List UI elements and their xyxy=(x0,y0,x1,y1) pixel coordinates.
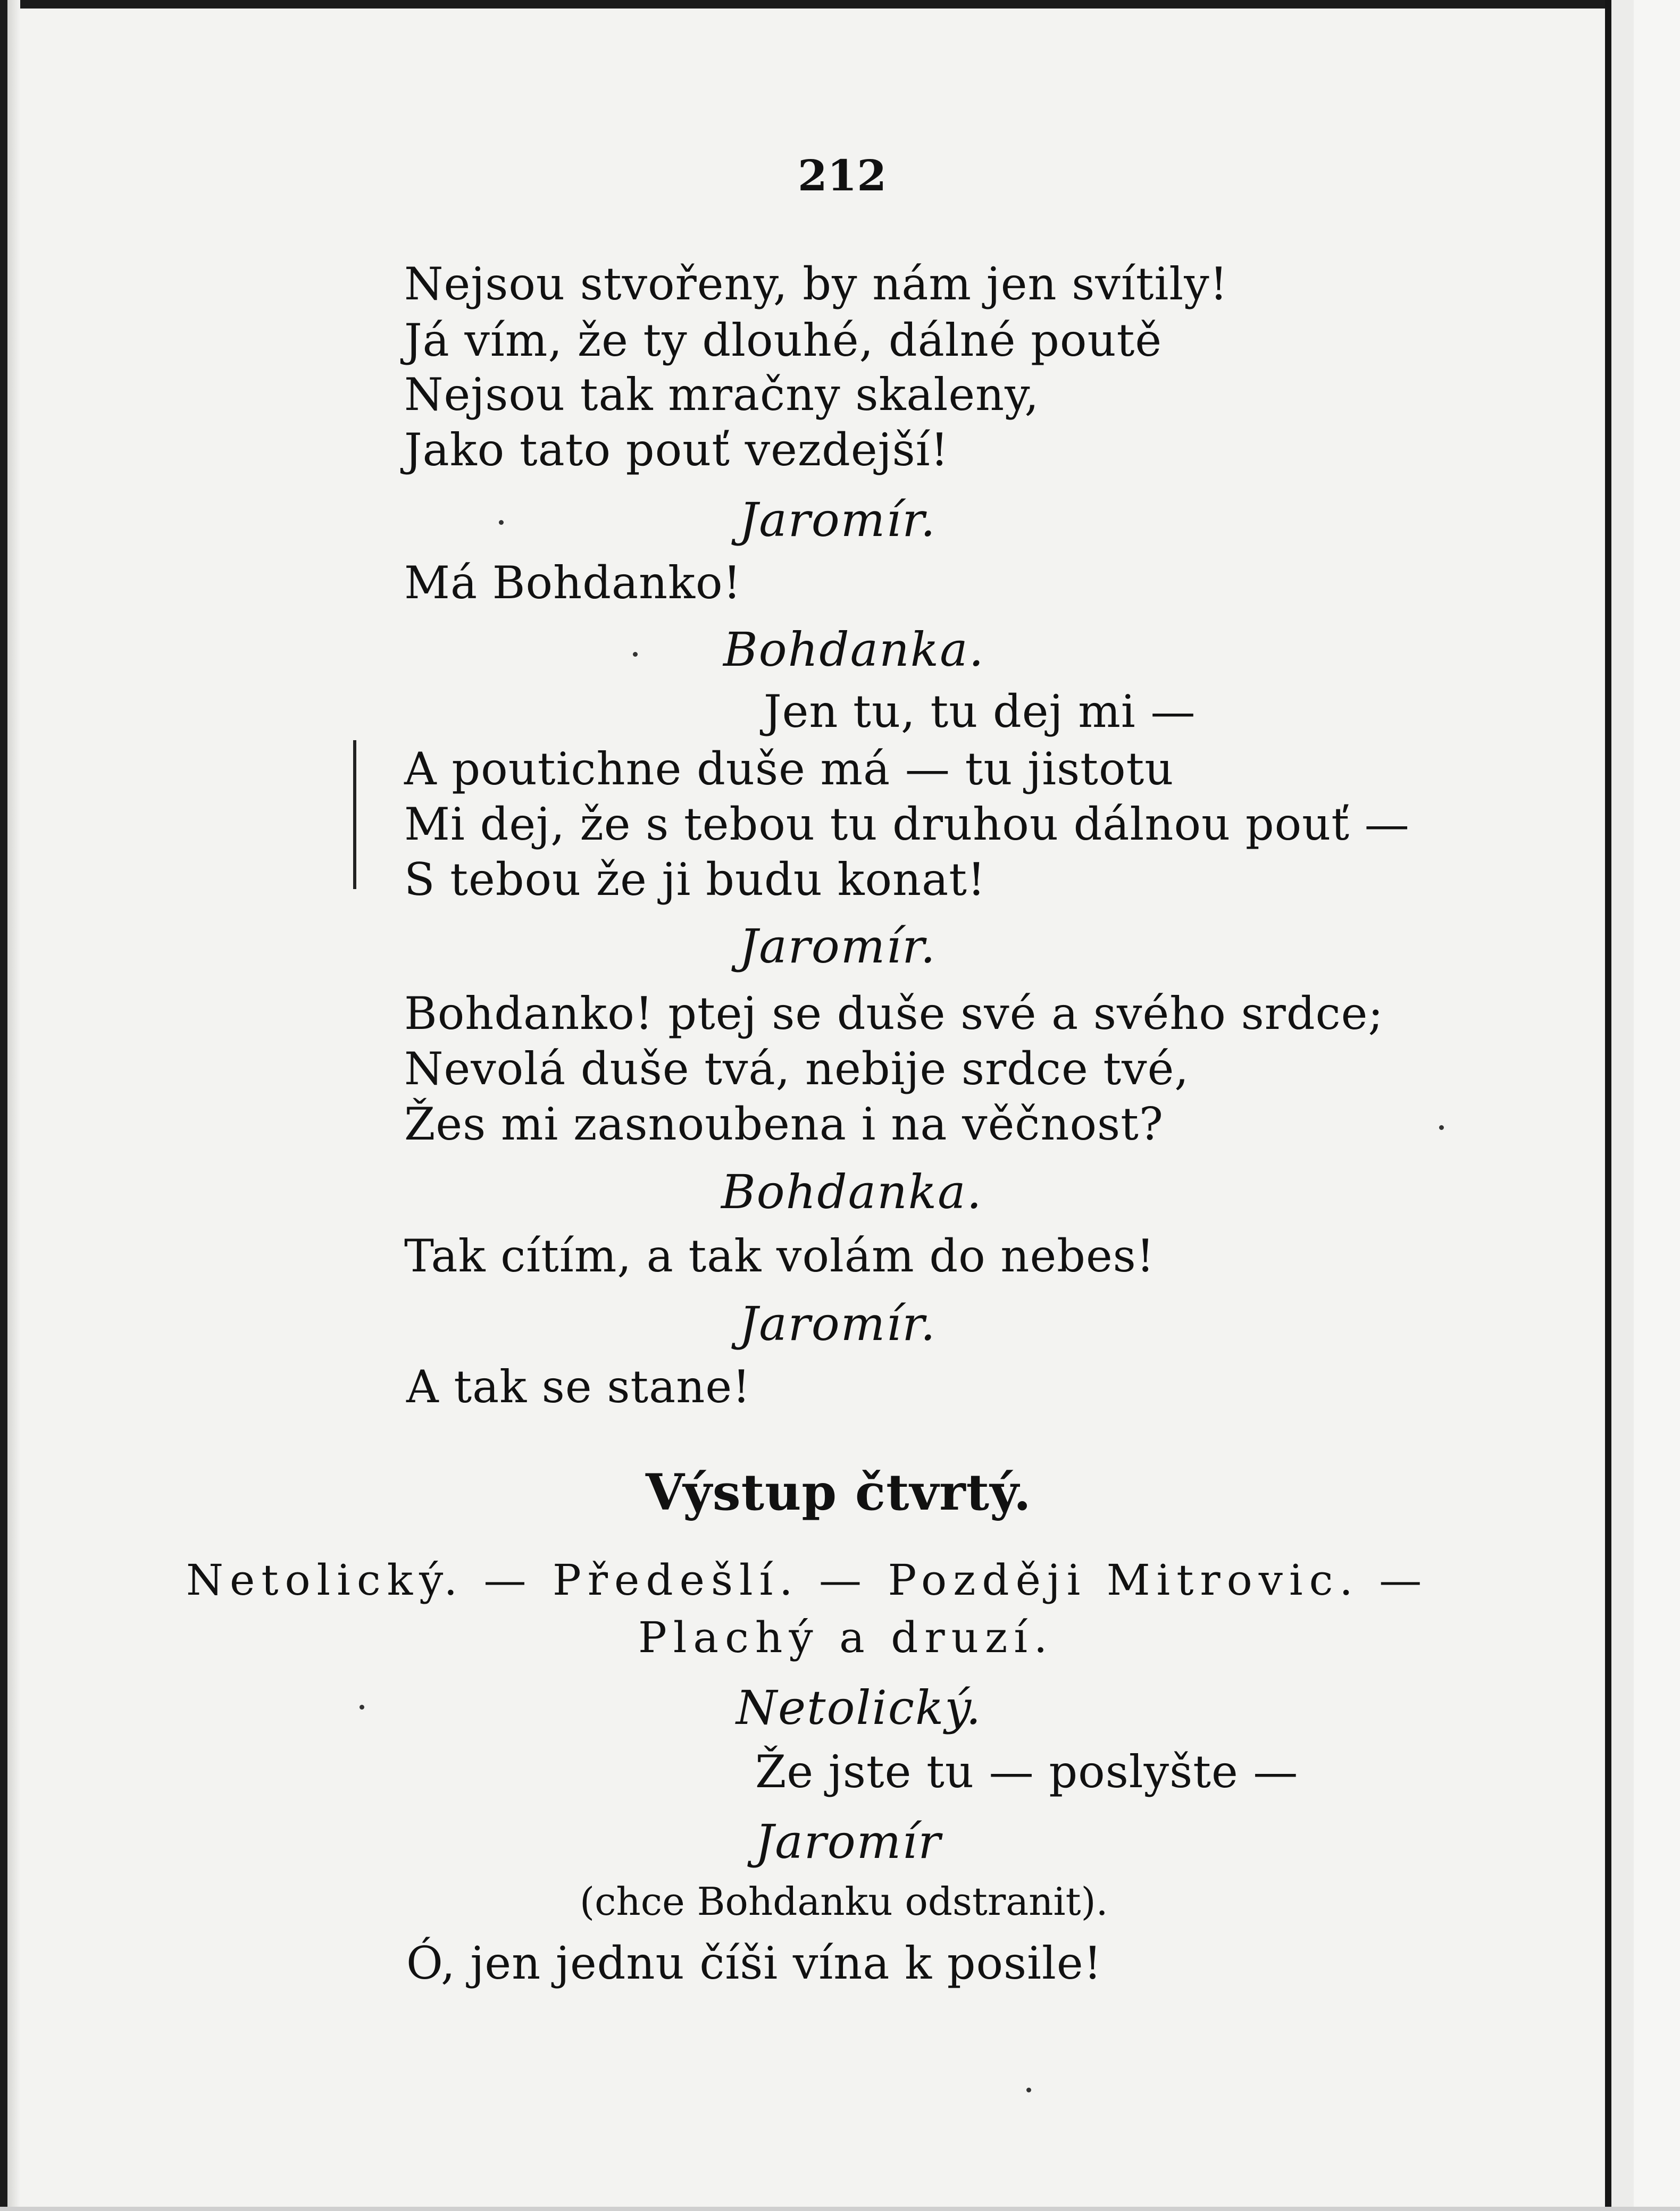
speaker-name: Jaromír. xyxy=(739,919,937,974)
verse-line: Žes mi zasnoubena i na věčnost? xyxy=(404,1098,1164,1150)
ink-speck xyxy=(1026,2088,1031,2092)
verse-line: Nejsou stvořeny, by nám jen svítily! xyxy=(404,258,1228,310)
ink-speck xyxy=(360,1705,364,1710)
margin-marker-line xyxy=(353,740,356,889)
speaker-name: Bohdanka. xyxy=(723,622,985,677)
speaker-name: Jaromír xyxy=(755,1814,942,1869)
scan-border-right xyxy=(1605,0,1611,2211)
scan-border-bottom xyxy=(0,2207,1680,2211)
ink-speck xyxy=(499,520,504,525)
speaker-name: Netolický. xyxy=(736,1680,982,1735)
scan-border-top xyxy=(0,0,1680,9)
verse-line: Že jste tu — poslyšte — xyxy=(755,1746,1299,1798)
verse-line: Jako tato pouť vezdejší! xyxy=(404,424,949,476)
speaker-name: Jaromír. xyxy=(739,1296,937,1351)
cast-list-continued: Plachý a druzí. xyxy=(638,1613,1054,1662)
page-number: 212 xyxy=(798,150,887,200)
verse-line: Má Bohdanko! xyxy=(404,557,742,609)
verse-line: A poutichne duše má — tu jistotu xyxy=(404,743,1174,795)
adjacent-page-edge-inner xyxy=(1634,0,1680,2211)
verse-line: A tak se stane! xyxy=(406,1361,751,1413)
verse-line: Nevolá duše tvá, nebije srdce tvé, xyxy=(404,1043,1189,1095)
scan-border-left xyxy=(0,0,7,2211)
stage-direction: (chce Bohdanku odstranit). xyxy=(580,1879,1108,1924)
speaker-name: Bohdanka. xyxy=(721,1165,983,1219)
cast-list: Netolický. — Předešlí. — Později Mitrovic. — xyxy=(186,1555,1428,1605)
verse-line: Nejsou tak mračny skaleny, xyxy=(404,368,1040,421)
verse-line: Já vím, že ty dlouhé, dálné poutě xyxy=(404,314,1163,366)
verse-line: Bohdanko! ptej se duše své a svého srdce; xyxy=(404,987,1384,1040)
speaker-name: Jaromír. xyxy=(739,492,937,547)
verse-line: Jen tu, tu dej mi — xyxy=(764,685,1196,738)
page-gutter-shadow xyxy=(7,0,20,2211)
verse-line: Ó, jen jednu číši vína k posile! xyxy=(406,1937,1102,1989)
ink-speck xyxy=(633,652,638,657)
scene-heading: Výstup čtvrtý. xyxy=(646,1463,1032,1522)
verse-line: Tak cítím, a tak volám do nebes! xyxy=(404,1230,1155,1282)
verse-line: Mi dej, že s tebou tu druhou dálnou pouť — xyxy=(404,798,1410,850)
verse-line: S tebou že ji budu konat! xyxy=(404,853,986,906)
ink-speck xyxy=(1439,1125,1444,1130)
